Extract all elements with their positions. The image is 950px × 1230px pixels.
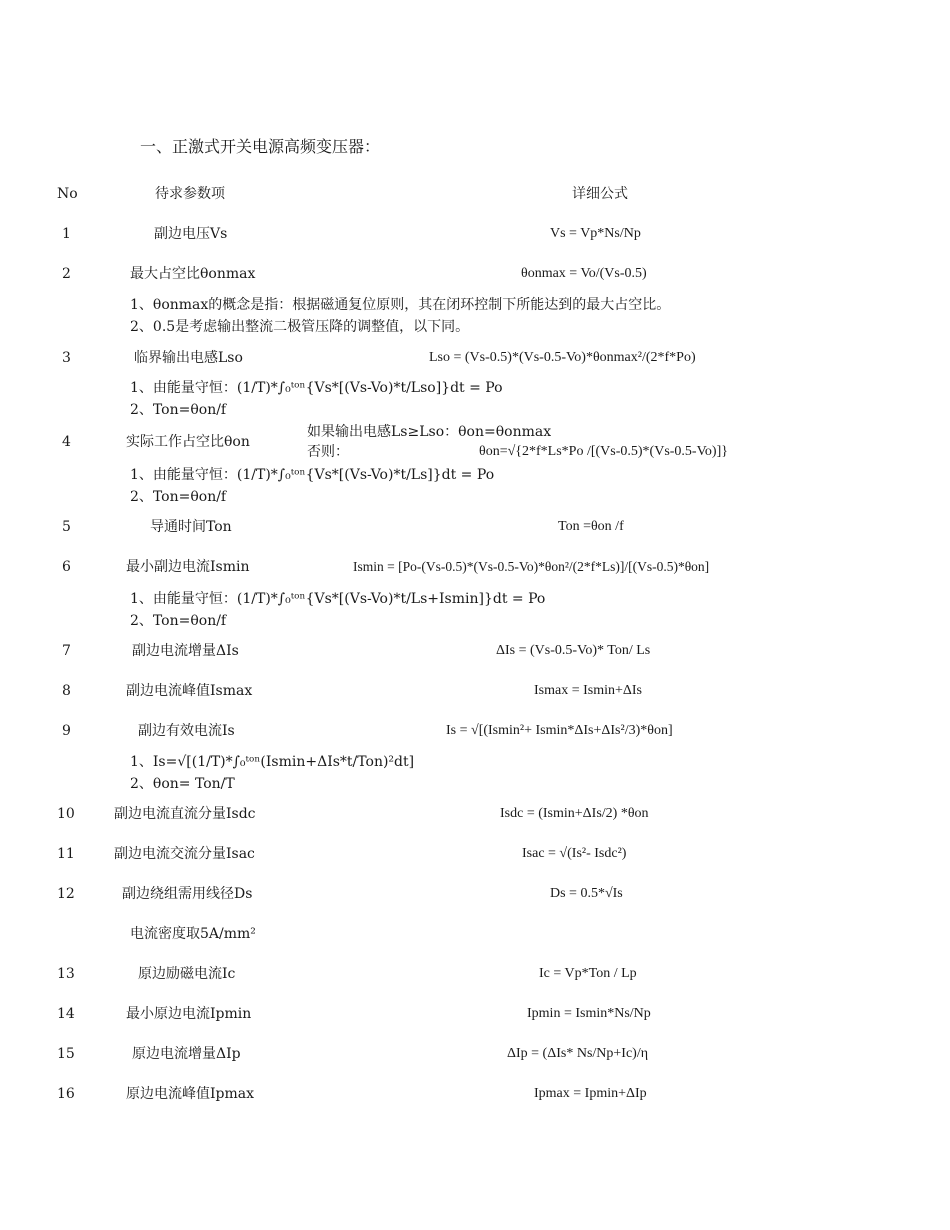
note-line: 2、θon= Ton/T <box>130 776 235 792</box>
row-param: 原边电流增量ΔIp <box>132 1046 241 1062</box>
row-formula: ΔIp = (ΔIs* Ns/Np+Ic)/η <box>507 1046 649 1061</box>
row-param: 副边电流交流分量Isac <box>114 846 255 862</box>
header-formula: 详细公式 <box>572 186 628 202</box>
row-formula: Isdc = (Ismin+ΔIs/2) *θon <box>500 806 649 821</box>
row-formula: Ton =θon /f <box>558 519 624 534</box>
row-no: 15 <box>57 1046 75 1062</box>
note-line: 2、Ton=θon/f <box>130 402 227 418</box>
row-param: 最大占空比θonmax <box>130 266 256 282</box>
row-no: 14 <box>57 1006 75 1022</box>
row-formula: Vs = Vp*Ns/Np <box>550 226 641 241</box>
row-no: 2 <box>62 266 71 282</box>
row-no: 10 <box>57 806 75 822</box>
row-formula: Ismax = Ismin+ΔIs <box>534 683 643 698</box>
row-formula: Ismin = [Po-(Vs-0.5)*(Vs-0.5-Vo)*θon²/(2*f*Ls)]/[(Vs-0.5)*θon] <box>353 559 710 574</box>
row-no: 3 <box>62 350 71 366</box>
row-formula-condition: 如果输出电感Ls≥Lso：θon=θonmax <box>307 424 552 440</box>
row-no: 16 <box>57 1086 75 1102</box>
row-formula: Ds = 0.5*√Is <box>550 886 623 901</box>
note-line: 2、Ton=θon/f <box>130 489 227 505</box>
row-no: 4 <box>62 434 71 450</box>
row-param: 副边绕组需用线径Ds <box>122 886 253 902</box>
header-param: 待求参数项 <box>155 186 225 202</box>
page-title: 一、正激式开关电源高频变压器： <box>140 137 381 156</box>
row-no: 6 <box>62 559 71 575</box>
row-param: 副边有效电流Is <box>138 723 235 739</box>
note-line: 1、由能量守恒：(1/T)*∫₀ᵗᵒⁿ{Vs*[(Vs-Vo)*t/Ls+Ismin]}dt = Po <box>130 591 546 607</box>
row-param: 导通时间Ton <box>150 519 232 535</box>
row-no: 12 <box>57 886 75 902</box>
row-no: 5 <box>62 519 71 535</box>
row-formula: Is = √[(Ismin²+ Ismin*ΔIs+ΔIs²/3)*θon] <box>446 723 673 738</box>
row-no: 13 <box>57 966 75 982</box>
row-formula: Lso = (Vs-0.5)*(Vs-0.5-Vo)*θonmax²/(2*f*Po) <box>429 350 696 365</box>
row-param: 原边电流峰值Ipmax <box>126 1086 255 1102</box>
note-line: 1、θonmax的概念是指：根据磁通复位原则，其在闭环控制下所能达到的最大占空比。 <box>130 297 671 313</box>
note-line: 1、由能量守恒：(1/T)*∫₀ᵗᵒⁿ{Vs*[(Vs-Vo)*t/Ls]}dt = Po <box>130 467 495 483</box>
row-formula: θonmax = Vo/(Vs-0.5) <box>521 266 647 281</box>
row-formula-else-label: 否则： <box>307 444 349 460</box>
row-param: 原边励磁电流Ic <box>138 966 236 982</box>
row-formula: Isac = √(Is²- Isdc²) <box>522 846 627 861</box>
row-param: 实际工作占空比θon <box>126 434 250 450</box>
note-line: 2、Ton=θon/f <box>130 613 227 629</box>
row-param: 副边电流直流分量Isdc <box>114 806 256 822</box>
header-no: No <box>57 186 78 202</box>
note-line: 电流密度取5A/mm² <box>130 926 256 942</box>
row-param: 副边电流峰值Ismax <box>126 683 253 699</box>
row-formula: ΔIs = (Vs-0.5-Vo)* Ton/ Ls <box>496 643 651 658</box>
row-no: 9 <box>62 723 71 739</box>
note-line: 1、Is=√[(1/T)*∫₀ᵗᵒⁿ(Ismin+ΔIs*t/Ton)²dt] <box>130 754 415 770</box>
row-formula: Ic = Vp*Ton / Lp <box>539 966 637 981</box>
row-formula-else: θon=√{2*f*Ls*Po /[(Vs-0.5)*(Vs-0.5-Vo)]} <box>479 444 728 459</box>
row-param: 最小原边电流Ipmin <box>126 1006 252 1022</box>
row-formula: Ipmin = Ismin*Ns/Np <box>527 1006 651 1021</box>
row-param: 临界输出电感Lso <box>134 350 243 366</box>
row-param: 最小副边电流Ismin <box>126 559 250 575</box>
row-param: 副边电流增量ΔIs <box>132 643 239 659</box>
note-line: 1、由能量守恒：(1/T)*∫₀ᵗᵒⁿ{Vs*[(Vs-Vo)*t/Lso]}dt = Po <box>130 380 503 396</box>
row-no: 7 <box>62 643 71 659</box>
note-line: 2、0.5是考虑输出整流二极管压降的调整值，以下同。 <box>130 319 470 335</box>
row-no: 1 <box>62 226 71 242</box>
row-param: 副边电压Vs <box>154 226 228 242</box>
row-no: 11 <box>57 846 75 862</box>
row-no: 8 <box>62 683 71 699</box>
row-formula: Ipmax = Ipmin+ΔIp <box>534 1086 647 1101</box>
